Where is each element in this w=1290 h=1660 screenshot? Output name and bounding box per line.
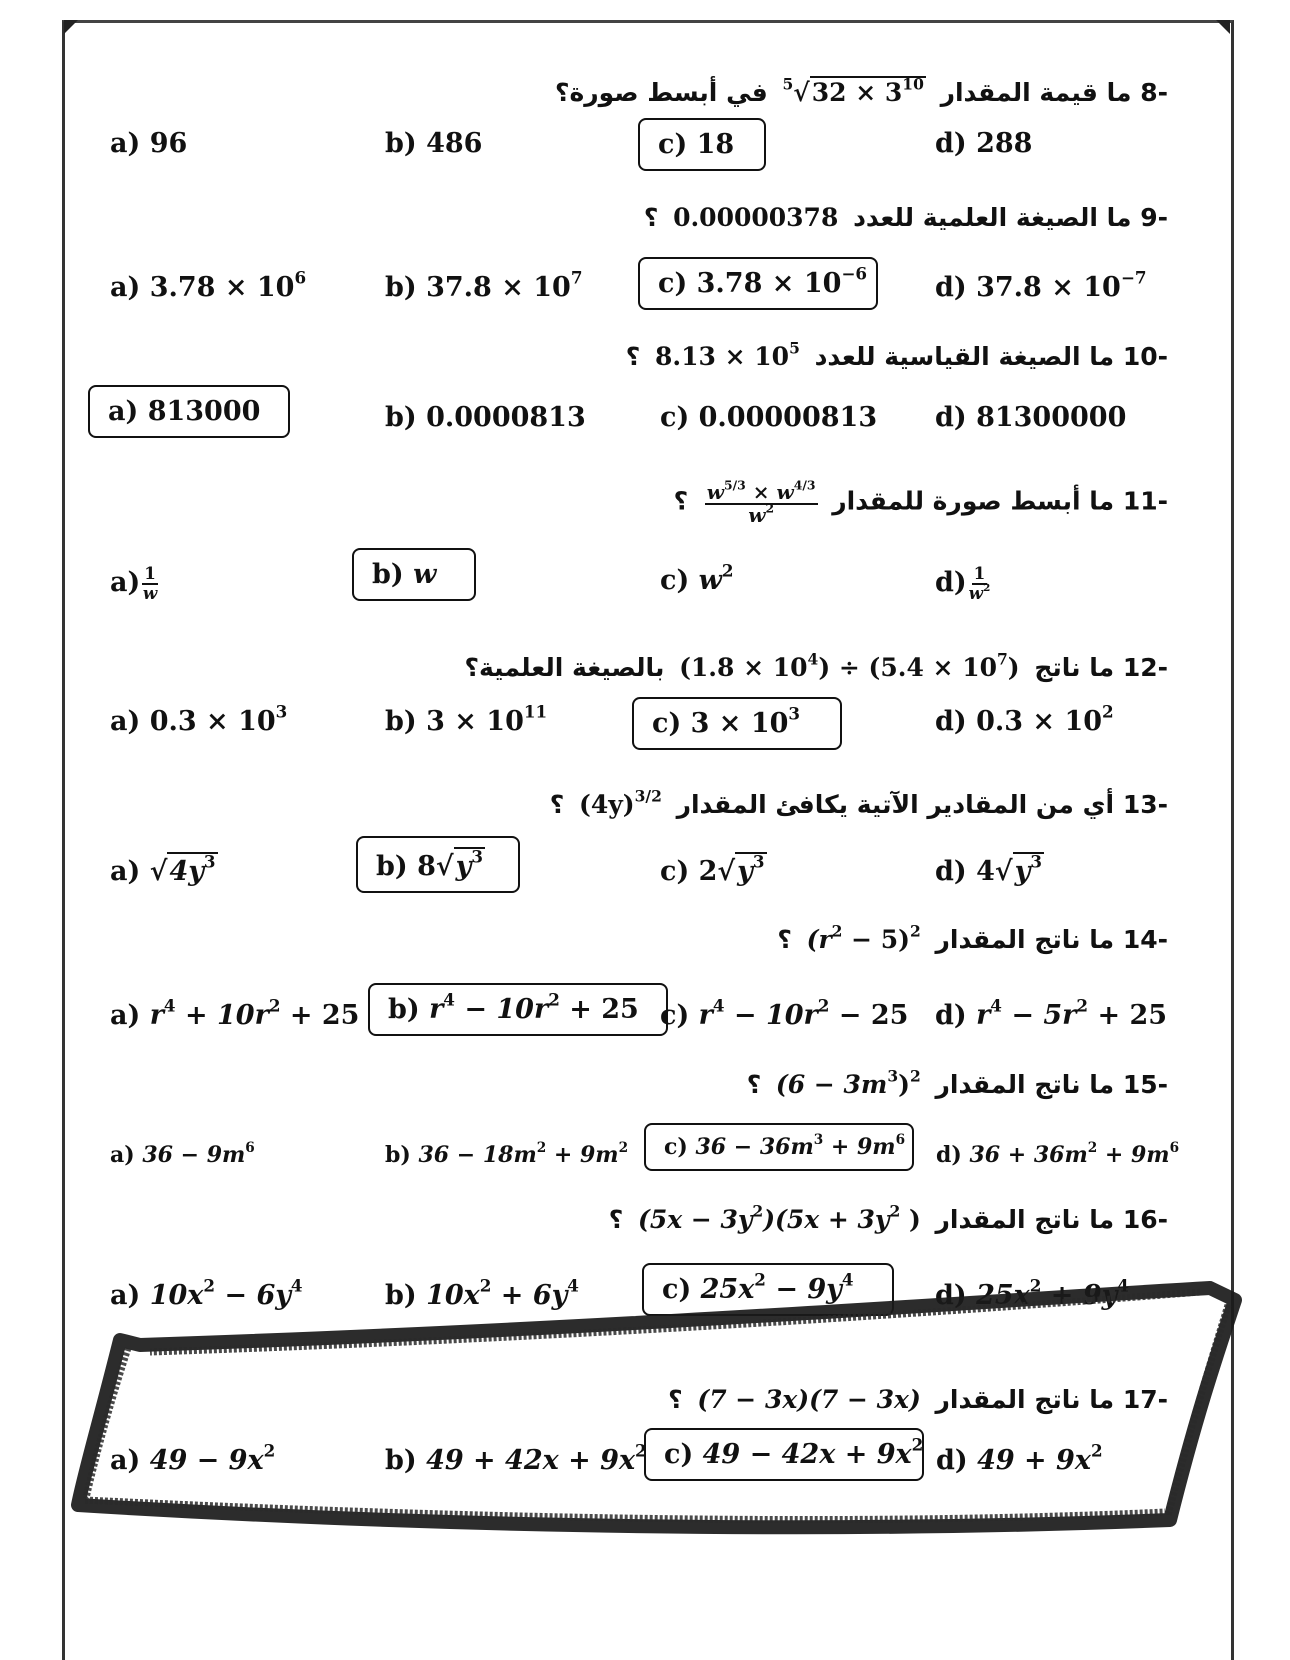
q13-option-c[interactable]: c) $2√y^3$ [660,851,765,887]
question-16: -16 ما ناتج المقدار $(5x - 3y^2)(5x + 3y^2$ ) ؟ [608,1201,1168,1234]
q8-option-d[interactable]: d) 288 [935,128,1033,159]
question-15-expression: $(6 - 3m^3)^2$ [775,1066,921,1099]
question-13-expression: $(4y)^{3/2}$ [579,786,662,819]
q12-option-d[interactable]: d) $0.3 \times 10^2$ [935,701,1114,737]
q8-option-c[interactable]: c) 18 [638,118,766,171]
q14-option-b[interactable]: b) $r^4 - 10r^2 + 25$ [368,983,668,1036]
q9-option-d[interactable]: d) $37.8 \times 10^{-7}$ [935,267,1147,303]
q17-option-a[interactable]: a) $49 - 9x^2$ [110,1440,276,1476]
question-8-expression: $^5√32 \times 3^{10}$ [782,74,924,107]
q13-option-b[interactable]: b) $8√y^3$ [356,836,520,893]
q11-option-a[interactable]: a) $\frac{1}{w}$ [110,563,158,603]
q11-option-c[interactable]: c) $w^2$ [660,560,734,596]
q12-option-a[interactable]: a) $0.3 \times 10^3$ [110,701,288,737]
question-17: -17 ما ناتج المقدار (7 − 3x)(7 − 3x) ؟ [668,1385,1168,1414]
q11-option-b[interactable]: b) w [352,548,476,601]
q15-option-c[interactable]: c) $36 - 36m^3 + 9m^6$ [644,1123,914,1171]
q10-option-d[interactable]: d) 81300000 [935,402,1127,433]
question-11: -11 ما أبسط صورة للمقدار $\frac{w^{5/3} \times w^{4/3}}{w^2}$ ؟ [673,477,1168,527]
q14-option-d[interactable]: d) $r^4 - 5r^2 + 25$ [935,995,1168,1031]
q15-option-d[interactable]: d) $36 + 36m^2 + 9m^6$ [936,1139,1180,1168]
q15-option-b[interactable]: b) $36 - 18m^2 + 9m^2$ [385,1139,629,1168]
q9-option-b[interactable]: b) $37.8 \times 10^7$ [385,267,583,303]
question-17-expression: (7 − 3x)(7 − 3x) [697,1385,921,1414]
q16-option-a[interactable]: a) $10x^2 - 6y^4$ [110,1275,303,1311]
corner-mark-left [64,20,78,34]
question-10-expression: $8.13 \times 10^5$ [655,338,800,371]
q10-option-c[interactable]: c) 0.00000813 [660,402,878,433]
q17-option-c[interactable]: c) $49 - 42x + 9x^2$ [644,1428,924,1481]
q8-option-a[interactable]: a) 96 [110,128,188,159]
q16-option-d[interactable]: d) $25x^2 + 9y^4$ [935,1275,1129,1311]
q12-option-c[interactable]: c) $3 \times 10^3$ [632,697,842,750]
q16-option-b[interactable]: b) $10x^2 + 6y^4$ [385,1275,579,1311]
question-13: -13 أي من المقادير الآتية يكافئ المقدار $(4y)^{3/2}$ ؟ [549,786,1168,819]
q14-option-a[interactable]: a) $r^4 + 10r^2 + 25$ [110,995,360,1031]
question-14: -14 ما ناتج المقدار $(r^2 - 5)^2$ ؟ [777,921,1168,954]
q10-option-b[interactable]: b) 0.0000813 [385,402,586,433]
q13-option-a[interactable]: a) $√4y^3$ [110,851,216,887]
q8-option-b[interactable]: b) 486 [385,128,483,159]
question-16-expression: $(5x - 3y^2)(5x + 3y^2$ ) [638,1201,921,1234]
question-11-expression: $\frac{w^{5/3} \times w^{4/3}}{w^2}$ [706,477,816,527]
corner-mark-right [1216,20,1230,34]
q17-option-d[interactable]: d) $49 + 9x^2$ [936,1440,1103,1476]
question-14-expression: $(r^2 - 5)^2$ [806,921,921,954]
q15-option-a[interactable]: a) $36 - 9m^6$ [110,1139,255,1168]
question-12-expression: $(1.8 \times 10^4) \div (5.4 \times 10^7)$ [679,649,1020,682]
question-9-expression: 0.00000378 [673,203,839,232]
q14-option-c[interactable]: c) $r^4 - 10r^2 - 25$ [660,995,909,1031]
q13-option-d[interactable]: d) $4√y^3$ [935,851,1042,887]
q9-option-c[interactable]: c) $3.78 \times 10^{-6}$ [638,257,878,310]
q16-option-c[interactable]: c) $25x^2 - 9y^4$ [642,1263,894,1316]
q9-option-a[interactable]: a) $3.78 \times 10^6$ [110,267,307,303]
question-15: -15 ما ناتج المقدار $(6 - 3m^3)^2$ ؟ [746,1066,1168,1099]
question-8: -8 ما قيمة المقدار $^5√32 \times 3^{10}$ في أبسط صورة؟ [555,74,1168,107]
q17-option-b[interactable]: b) $49 + 42x + 9x^2$ [385,1440,647,1476]
q10-option-a[interactable]: a) 813000 [88,385,290,438]
question-10: -10 ما الصيغة القياسية للعدد $8.13 \times 10^5$ ؟ [625,338,1168,371]
q11-option-d[interactable]: d) $\frac{1}{w^2}$ [935,563,991,603]
question-9: -9 ما الصيغة العلمية للعدد 0.00000378 ؟ [643,203,1168,232]
question-12: -12 ما ناتج $(1.8 \times 10^4) \div (5.4 \times 10^7)$ بالصيغة العلمية؟ [464,649,1168,682]
q12-option-b[interactable]: b) $3 \times 10^{11}$ [385,701,548,737]
